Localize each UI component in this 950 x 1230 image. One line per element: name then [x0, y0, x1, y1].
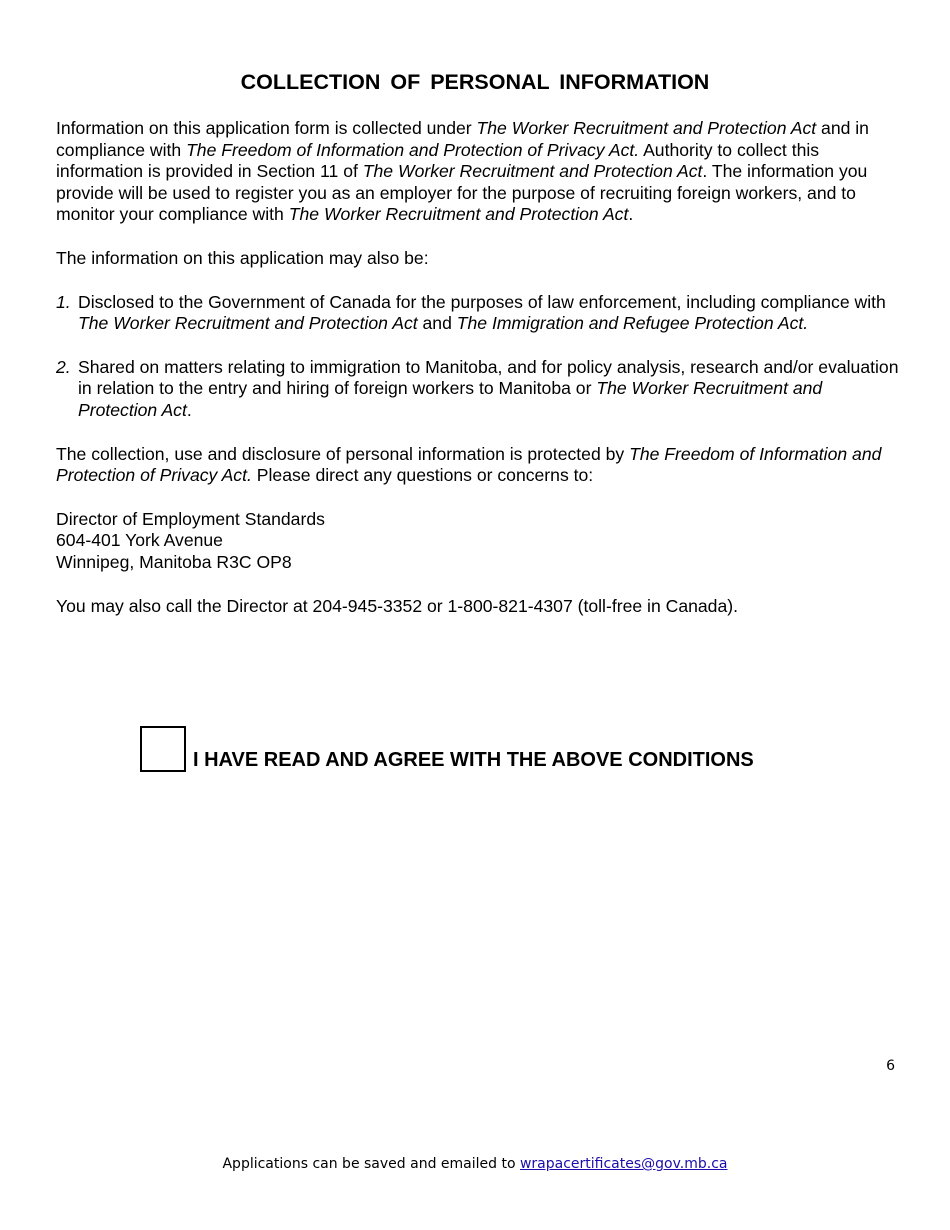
page-number: 6	[886, 1058, 895, 1074]
privacy-paragraph: The collection, use and disclosure of personal information is protected by The Freedom of Information and Protection of Privacy Act. Please direct any questions or concerns to:	[56, 443, 882, 486]
list-number: 2.	[56, 356, 71, 377]
footer-text: Applications can be saved and emailed to	[222, 1156, 520, 1172]
contact-paragraph: You may also call the Director at 204-945-3352 or 1-800-821-4307 (toll-free in Canada).	[56, 595, 738, 616]
page-title: COLLECTION OF PERSONAL INFORMATION	[240, 70, 710, 94]
list-text: Shared on matters relating to immigration to Manitoba, and for policy analysis, research and/or evaluation in relation to the entry and hiring of foreign workers to Manitoba or The Worker Recruitment and Protection Act.	[78, 356, 899, 420]
agree-checkbox[interactable]	[140, 726, 186, 772]
intro-paragraph: Information on this application form is collected under The Worker Recruitment and Protection Act and in compliance with The Freedom of Information and Protection of Privacy Act. Authority to collect this information is provided in Section 11 of The Worker Recruitment and Protection Act. The information you provide will be used to register you as an employer for the purpose of recruiting foreign workers, and to monitor your compliance with The Worker Recruitment and Protection Act.	[56, 118, 869, 225]
address-line: Winnipeg, Manitoba R3C OP8	[56, 551, 292, 572]
mailing-address	[56, 509, 906, 574]
list-item	[56, 292, 906, 335]
list-intro: The information on this application may also be:	[56, 247, 429, 268]
agreement-row	[140, 726, 754, 772]
document-body	[56, 118, 906, 639]
agree-label: I HAVE READ AND AGREE WITH THE ABOVE CONDITIONS	[193, 748, 754, 771]
list-item	[56, 357, 906, 422]
list-text: Disclosed to the Government of Canada for the purposes of law enforcement, including compliance with The Worker Recruitment and Protection Act and The Immigration and Refugee Protection Act.	[78, 291, 886, 334]
list-number: 1.	[56, 291, 71, 312]
address-line: 604-401 York Avenue	[56, 530, 223, 551]
footer	[0, 1156, 950, 1172]
email-link[interactable]: wrapacertificates@gov.mb.ca	[519, 1156, 728, 1172]
address-line: Director of Employment Standards	[56, 508, 325, 529]
